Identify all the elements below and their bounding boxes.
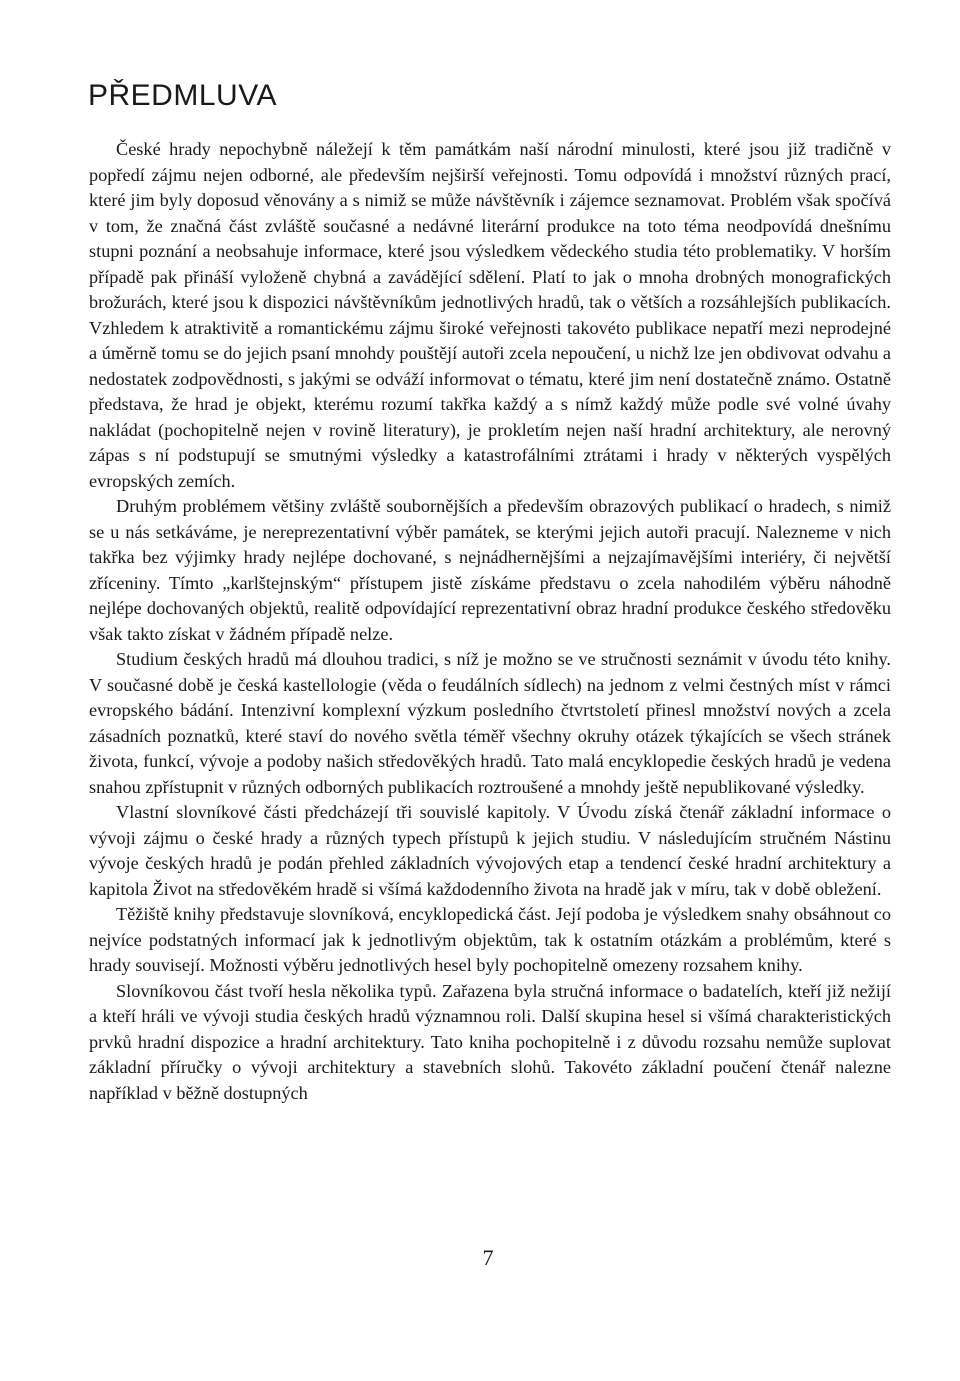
paragraph-study-tradition: Studium českých hradů má dlouhou tradici, s níž je možno se ve stručnosti seznámit v úvodu této knihy. V současné době je česká kastellologie (věda o feudálních sídlech) na jednom z velmi čestných míst v rámci evropského bádání. Intenzivní komplexní výzkum posledního čtvrtstoletí přinesl množství nových a zcela zásadních poznatků, které staví do nového světla téměř všechny okruhy otázek týkajících se všech stránek života, funkcí, vývoje a podoby našich středověkých hradů. Tato malá encyklopedie českých hradů je vedena snahou zpřístupnit v různých odborných publikacích roztroušené a mnohdy ještě nepublikované výsledky. [89,649,891,797]
paragraph-core-part: Těžiště knihy představuje slovníková, encyklopedická část. Její podoba je výsledkem snahy obsáhnout co nejvíce podstatných informací jak k jednotlivým objektům, tak k ostatním otázkám a problémům, které s hrady souvisejí. Možnosti výběru jednotlivých hesel byly pochopitelně omezeny rozsahem knihy. [89,904,891,975]
paragraph-entry-types: Slovníkovou část tvoří hesla několika typů. Zařazena byla stručná informace o badatelích, kteří již nežijí a kteří hráli ve vývoji studia českých hradů významnou roli. Další skupina hesel si všímá charakteristických prvků hradní dispozice a hradní architektury. Tato kniha pochopitelně i z důvodu rozsahu nemůže suplovat základní příručky o vývoji architektury a stavebních slohů. Takovéto základní poučení čtenář nalezne například v běžně dostupných [89,980,891,1103]
paragraph-second-problem: Druhým problémem většiny zvláště soubornějších a především obrazových publikací o hradech, s nimiž se u nás setkáváme, je nereprezentativní výběr památek, se kterými jejich autoři pracují. Nalezneme v nich takřka bez výjimky hrady nejlépe dochované, s nejnádhernějšími a nejzajímavějšími interiéry, či největší zříceniny. Tímto „karlštejnským“ přístupem jistě získáme představu o zcela nahodilém výběru náhodně nejlépe dochovaných objektů, realitě odpovídající reprezentativní obraz hradní produkce českého středověku však takto získat v žádném případě nelze. [89,496,891,644]
body-text [89,137,891,1106]
paragraph-intro: České hrady nepochybně náležejí k těm památkám naší národní minulosti, které jsou již tradičně v popředí zájmu nejen odborné, ale především nejširší veřejnosti. Tomu odpovídá i množství různých prací, které jim byly doposud věnovány a s nimiž se může návštěvník i zájemce seznamovat. Problém však spočívá v tom, že značná část zvláště současné a nedávné literární produkce na toto téma neodpovídá dnešnímu stupni poznání a neobsahuje informace, které jsou výsledkem vědeckého studia této problematiky. V horším případě pak přináší vyloženě chybná a zavádějící sdělení. Platí to jak o mnoha drobných monografických brožurách, které jsou k dispozici návštěvníkům jednotlivých hradů, tak o větších a rozsáhlejších publikacích. Vzhledem k atraktivitě a romantickému zájmu široké veřejnosti takovéto publikace nepatří mezi neprodejné a úměrně tomu se do jejich psaní mnohdy pouštějí autoři zcela nepoučení, u nichž lze jen obdivovat odvahu a nedostatek zodpovědnosti, s jakými se odváží informovat o tématu, které jim není dostatečně známo. Ostatně představa, že hrad je objekt, kterému rozumí takřka každý a s nímž každý může podle své volné úvahy nakládat (pochopitelně nejen v rovině literatury), je prokletím nejen naší hradní architektury, ale nerovný zápas s ní podstupují se smutnými výsledky a katastrofálními ztrátami i hrady v některých vyspělých evropských zemích. [89,139,891,491]
page-title: PŘEDMLUVA [88,79,277,112]
page-number: 7 [482,1245,494,1270]
paragraph-chapters: Vlastní slovníkové části předcházejí tři souvislé kapitoly. V Úvodu získá čtenář základní informace o vývoji zájmu o české hrady a různých typech přístupů k jejich studiu. V následujícím stručném Nástinu vývoje českých hradů je podán přehled základních vývojových etap a tendencí české hradní architektury a kapitola Život na středověkém hradě si všímá každodenního života na hradě jak v míru, tak v době obležení. [89,802,891,899]
